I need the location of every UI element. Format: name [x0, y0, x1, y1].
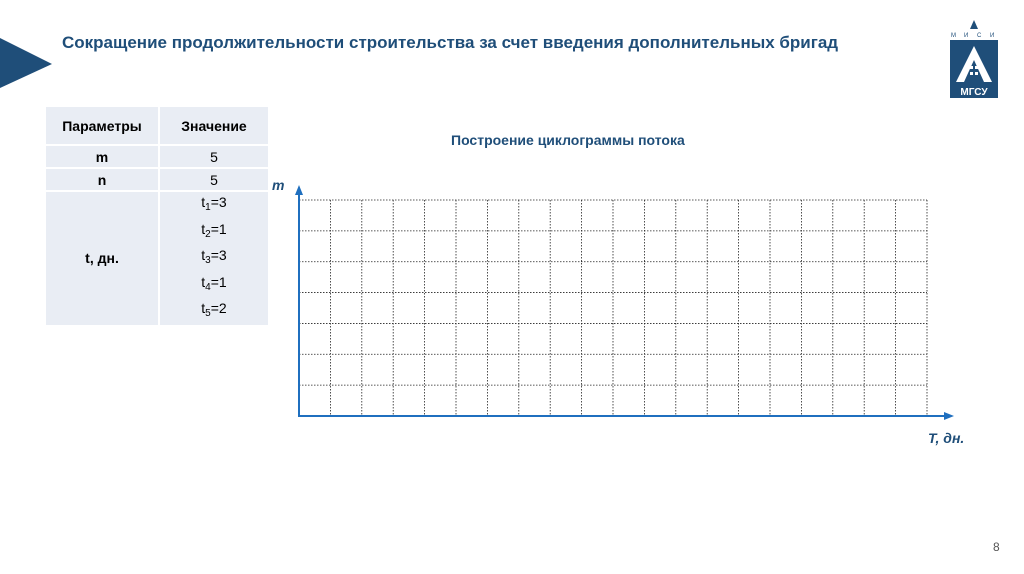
value-n: 5 — [160, 169, 268, 190]
param-m: m — [46, 146, 158, 167]
t-value-2: $t_2=1$ — [201, 220, 227, 240]
logo-letter-3: С — [977, 33, 982, 39]
value-m: 5 — [160, 146, 268, 167]
y-axis-arrow — [295, 185, 303, 195]
slide-title: Сокращение продолжительности строительства за счет введения дополнительных бригад — [62, 33, 839, 52]
param-n: n — [46, 169, 158, 190]
t-value-5: $t_5=2$ — [201, 300, 227, 319]
t-value-3: $t_3=3$ — [201, 247, 227, 266]
param-t: t, дн. — [46, 192, 158, 325]
logo-letter-2: И — [964, 33, 969, 39]
x-axis-arrow — [944, 412, 954, 420]
x-axis-label: T, дн. — [928, 430, 965, 446]
logo-letter-4: И — [990, 33, 995, 39]
t-value-1: $t_1=3$ — [201, 194, 227, 213]
header-parameters: Параметры — [46, 107, 158, 144]
header-value: Значение — [160, 107, 268, 144]
logo-letter-1: М — [951, 33, 956, 39]
page-number: 8 — [993, 540, 1000, 554]
logo-name: МГСУ — [960, 87, 988, 98]
chart-grid — [299, 200, 927, 416]
t-value-4: $t_4=1$ — [201, 273, 227, 293]
y-axis-label: m — [272, 177, 285, 193]
chart-title: Построение циклограммы потока — [451, 132, 685, 148]
